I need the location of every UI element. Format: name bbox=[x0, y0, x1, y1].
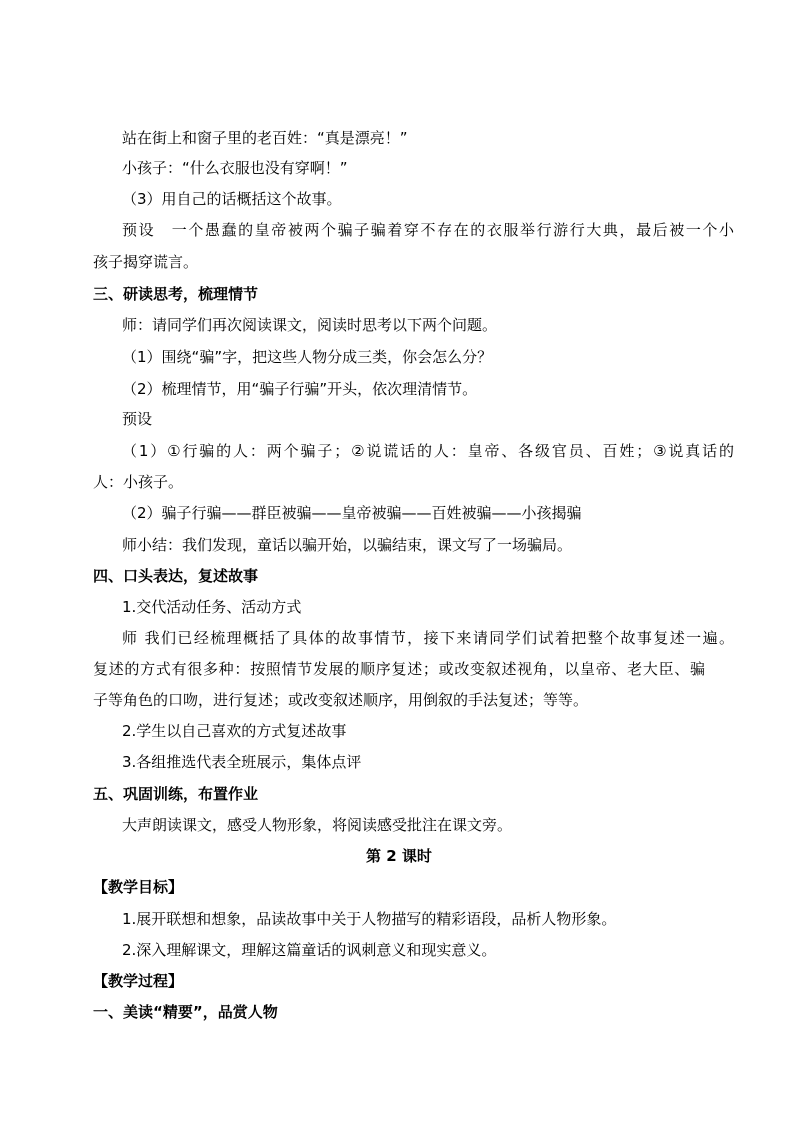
lesson-title: 第 2 课时 bbox=[366, 847, 432, 865]
objective-2: 2.深入理解课文，理解这篇童话的讽刺意义和现实意义。 bbox=[122, 941, 497, 959]
section-heading-5: 五、巩固训练，布置作业 bbox=[93, 785, 259, 803]
step-3: 3.各组推选代表全班展示，集体点评 bbox=[122, 753, 362, 771]
objective-1: 1.展开联想和想象，品读故事中关于人物描写的精彩语段，品析人物形象。 bbox=[122, 910, 617, 928]
preset-answer-line-2: 孩子揭穿谎言。 bbox=[93, 253, 199, 271]
question-item-1: （1）围绕“骗”字，把这些人物分成三类，你会怎么分？ bbox=[122, 348, 493, 366]
document-page bbox=[93, 0, 734, 1123]
task-item-3: （3）用自己的话概括这个故事。 bbox=[122, 190, 342, 208]
teacher-summary: 师小结：我们发现，童话以骗开始，以骗结束，课文写了一场骗局。 bbox=[122, 536, 573, 554]
answer-item-2: （2）骗子行骗——群臣被骗——皇帝被骗——百姓被骗——小孩揭骗 bbox=[122, 504, 582, 522]
retell-paragraph-line-2: 复述的方式有很多种：按照情节发展的顺序复述；或改变叙述视角，以皇帝、老大臣、骗 bbox=[93, 660, 705, 678]
process-heading: 【教学过程】 bbox=[93, 972, 184, 990]
preset-label: 预设 bbox=[122, 410, 153, 428]
dialogue-line-child: 小孩子：“什么衣服也没有穿啊！” bbox=[122, 159, 348, 177]
step-2: 2.学生以自己喜欢的方式复述故事 bbox=[122, 722, 347, 740]
section-heading-3: 三、研读思考，梳理情节 bbox=[93, 285, 259, 303]
section-heading-1: 一、美读“精要”，品赏人物 bbox=[93, 1003, 278, 1021]
retell-paragraph-line-3: 子等角色的口吻，进行复述；或改变叙述顺序，用倒叙的手法复述；等等。 bbox=[93, 691, 589, 709]
answer-item-1-line-2: 人：小孩子。 bbox=[93, 473, 184, 491]
step-1: 1.交代活动任务、活动方式 bbox=[122, 598, 302, 616]
answer-item-1-line-1: （1）①行骗的人：两个骗子；②说谎话的人：皇帝、各级官员、百姓；③说真话的 bbox=[122, 442, 734, 460]
homework-text: 大声朗读课文，感受人物形象，将阅读感受批注在课文旁。 bbox=[122, 816, 513, 834]
objectives-heading: 【教学目标】 bbox=[93, 878, 184, 896]
retell-paragraph-line-1: 师 我们已经梳理概括了具体的故事情节，接下来请同学们试着把整个故事复述一遍。 bbox=[122, 629, 734, 647]
question-item-2: （2）梳理情节，用“骗子行骗”开头，依次理清情节。 bbox=[122, 380, 478, 398]
section-heading-4: 四、口头表达，复述故事 bbox=[93, 567, 259, 585]
preset-answer-line-1: 预设 一个愚蠢的皇帝被两个骗子骗着穿不存在的衣服举行游行大典，最后被一个小 bbox=[122, 221, 734, 239]
dialogue-line-citizens: 站在街上和窗子里的老百姓：“真是漂亮！” bbox=[122, 129, 408, 147]
teacher-instruction: 师：请同学们再次阅读课文，阅读时思考以下两个问题。 bbox=[122, 316, 498, 334]
